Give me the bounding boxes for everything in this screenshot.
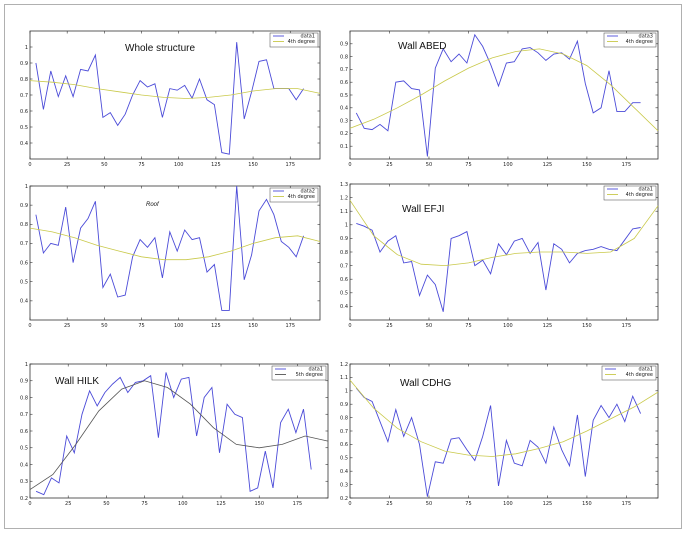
y-tick-label: 0.6 <box>340 80 348 86</box>
x-tick-label: 175 <box>285 323 296 329</box>
chart-title: Roof <box>146 202 159 208</box>
x-tick-label: 50 <box>103 501 110 507</box>
y-tick-label: 0.2 <box>340 495 348 502</box>
y-tick-label: 0.4 <box>20 140 28 147</box>
x-tick-label: 100 <box>503 323 513 329</box>
chart-title: Wall ABED <box>398 41 447 52</box>
x-tick-label: 125 <box>211 162 221 168</box>
legend-entry: 4th degree <box>287 194 315 200</box>
x-tick-label: 100 <box>503 162 513 168</box>
legend-entry: data3 <box>638 33 653 40</box>
x-tick-label: 25 <box>386 501 393 507</box>
y-tick-label: 0.8 <box>20 222 28 229</box>
y-tick-label: 0.8 <box>340 415 348 422</box>
x-tick-label: 0 <box>28 323 32 329</box>
x-tick-label: 100 <box>173 323 184 329</box>
y-tick-label: 0.4 <box>20 462 28 469</box>
y-tick-label: 1.1 <box>340 209 348 215</box>
y-tick-label: 0.3 <box>340 482 348 489</box>
y-tick-label: 0.6 <box>340 442 348 449</box>
y-tick-label: 0.5 <box>20 124 28 131</box>
x-tick-label: 75 <box>138 323 145 329</box>
x-tick-label: 50 <box>101 323 108 329</box>
y-tick-label: 0.7 <box>20 241 28 248</box>
legend-entry: 4th degree <box>625 192 653 198</box>
y-tick-label: 0.8 <box>20 76 28 83</box>
y-tick-label: 0.1 <box>340 144 348 150</box>
chart-title: Whole structure <box>125 43 196 54</box>
y-tick-label: 0.4 <box>340 469 348 475</box>
x-tick-label: 175 <box>292 501 303 507</box>
y-tick-label: 0.9 <box>20 60 28 67</box>
legend-entry: data1 <box>638 366 653 373</box>
x-tick-label: 25 <box>63 323 71 329</box>
x-tick-label: 150 <box>582 323 592 329</box>
x-tick-label: 175 <box>621 323 632 329</box>
x-tick-label: 150 <box>248 323 258 329</box>
chart-roof <box>22 180 322 330</box>
x-tick-label: 75 <box>141 501 148 507</box>
y-tick-label: 0.7 <box>20 412 28 419</box>
x-tick-label: 175 <box>285 162 296 168</box>
x-tick-label: 0 <box>348 323 352 329</box>
plot-area <box>350 364 658 498</box>
x-tick-label: 125 <box>216 501 226 507</box>
y-tick-label: 1.1 <box>340 375 348 382</box>
y-tick-label: 1 <box>344 222 348 229</box>
x-tick-label: 100 <box>503 501 513 507</box>
legend-entry: 4th degree <box>625 39 653 45</box>
x-tick-label: 0 <box>348 162 352 168</box>
x-tick-label: 175 <box>621 162 632 168</box>
y-tick-label: 1.2 <box>340 195 348 202</box>
x-tick-label: 100 <box>173 162 184 168</box>
x-tick-label: 75 <box>465 323 472 329</box>
x-tick-label: 100 <box>178 501 188 507</box>
x-tick-label: 0 <box>348 501 352 507</box>
x-tick-label: 150 <box>582 162 592 168</box>
y-tick-label: 0.2 <box>20 495 28 502</box>
chart-wall-cdhg <box>342 358 660 508</box>
x-tick-label: 25 <box>65 501 72 507</box>
legend-entry: data2 <box>300 188 315 195</box>
legend-entry: data1 <box>308 366 323 373</box>
x-tick-label: 125 <box>211 323 221 329</box>
x-tick-label: 75 <box>138 162 145 168</box>
x-tick-label: 150 <box>582 501 592 507</box>
chart-wall-abed <box>342 25 660 175</box>
legend-entry: 4th degree <box>287 39 315 45</box>
chart-wall-hilk <box>22 358 332 508</box>
y-tick-label: 0.4 <box>340 105 348 112</box>
x-tick-label: 50 <box>101 162 108 168</box>
y-tick-label: 0.4 <box>20 298 28 305</box>
y-tick-label: 0.3 <box>340 118 348 125</box>
y-tick-label: 0.6 <box>20 108 28 115</box>
y-tick-label: 0.2 <box>340 131 348 138</box>
chart-title: Wall HILK <box>55 376 100 387</box>
y-tick-label: 0.5 <box>340 92 348 99</box>
plot-area <box>30 186 320 320</box>
y-tick-label: 0.4 <box>340 304 348 311</box>
y-tick-label: 0.7 <box>340 428 348 435</box>
chart-wall-efji <box>342 180 660 330</box>
x-tick-label: 25 <box>63 162 71 168</box>
y-tick-label: 0.5 <box>340 455 348 462</box>
x-tick-label: 150 <box>254 501 265 507</box>
y-tick-label: 0.3 <box>20 479 28 486</box>
y-tick-label: 0.5 <box>20 279 28 286</box>
x-tick-label: 125 <box>542 501 553 507</box>
y-tick-label: 1 <box>24 44 28 51</box>
y-tick-label: 0.9 <box>20 378 28 385</box>
x-tick-label: 50 <box>425 162 433 168</box>
x-tick-label: 0 <box>28 501 32 507</box>
y-tick-label: 0.9 <box>20 202 28 209</box>
y-tick-label: 0.8 <box>340 54 348 61</box>
y-tick-label: 0.5 <box>20 445 28 452</box>
y-tick-label: 1 <box>24 361 28 368</box>
x-tick-label: 50 <box>425 323 433 329</box>
y-tick-label: 1 <box>344 388 348 395</box>
y-tick-label: 0.5 <box>340 290 348 297</box>
x-tick-label: 0 <box>28 162 32 168</box>
y-tick-label: 0.7 <box>340 67 348 74</box>
chart-title: Wall CDHG <box>400 378 452 389</box>
x-tick-label: 125 <box>542 323 553 329</box>
x-tick-label: 175 <box>621 501 632 507</box>
y-tick-label: 0.9 <box>340 236 348 243</box>
legend-entry: 4th degree <box>625 372 653 378</box>
x-tick-label: 25 <box>386 323 393 329</box>
y-tick-label: 0.6 <box>20 428 28 435</box>
y-tick-label: 1.2 <box>340 361 348 368</box>
x-tick-label: 125 <box>542 162 553 168</box>
chart-whole-structure <box>22 25 322 175</box>
legend-entry: data1 <box>300 33 315 40</box>
y-tick-label: 0.7 <box>340 263 348 270</box>
legend-entry: 5th degree <box>295 372 323 378</box>
x-tick-label: 75 <box>465 162 472 168</box>
y-tick-label: 1 <box>24 183 28 190</box>
y-tick-label: 0.6 <box>20 260 28 267</box>
y-tick-label: 0.7 <box>20 92 28 99</box>
y-tick-label: 0.8 <box>340 249 348 256</box>
x-tick-label: 150 <box>248 162 258 168</box>
x-tick-label: 75 <box>465 501 472 507</box>
y-tick-label: 0.6 <box>340 277 348 283</box>
y-tick-label: 0.8 <box>20 395 28 402</box>
chart-title: Wall EFJI <box>402 204 445 215</box>
x-tick-label: 25 <box>386 162 393 168</box>
plot-area <box>350 31 658 159</box>
y-tick-label: 0.9 <box>340 41 348 48</box>
y-tick-label: 0.9 <box>340 402 348 408</box>
legend-entry: data1 <box>638 186 653 193</box>
x-tick-label: 50 <box>425 501 433 507</box>
y-tick-label: 1.3 <box>340 181 348 188</box>
